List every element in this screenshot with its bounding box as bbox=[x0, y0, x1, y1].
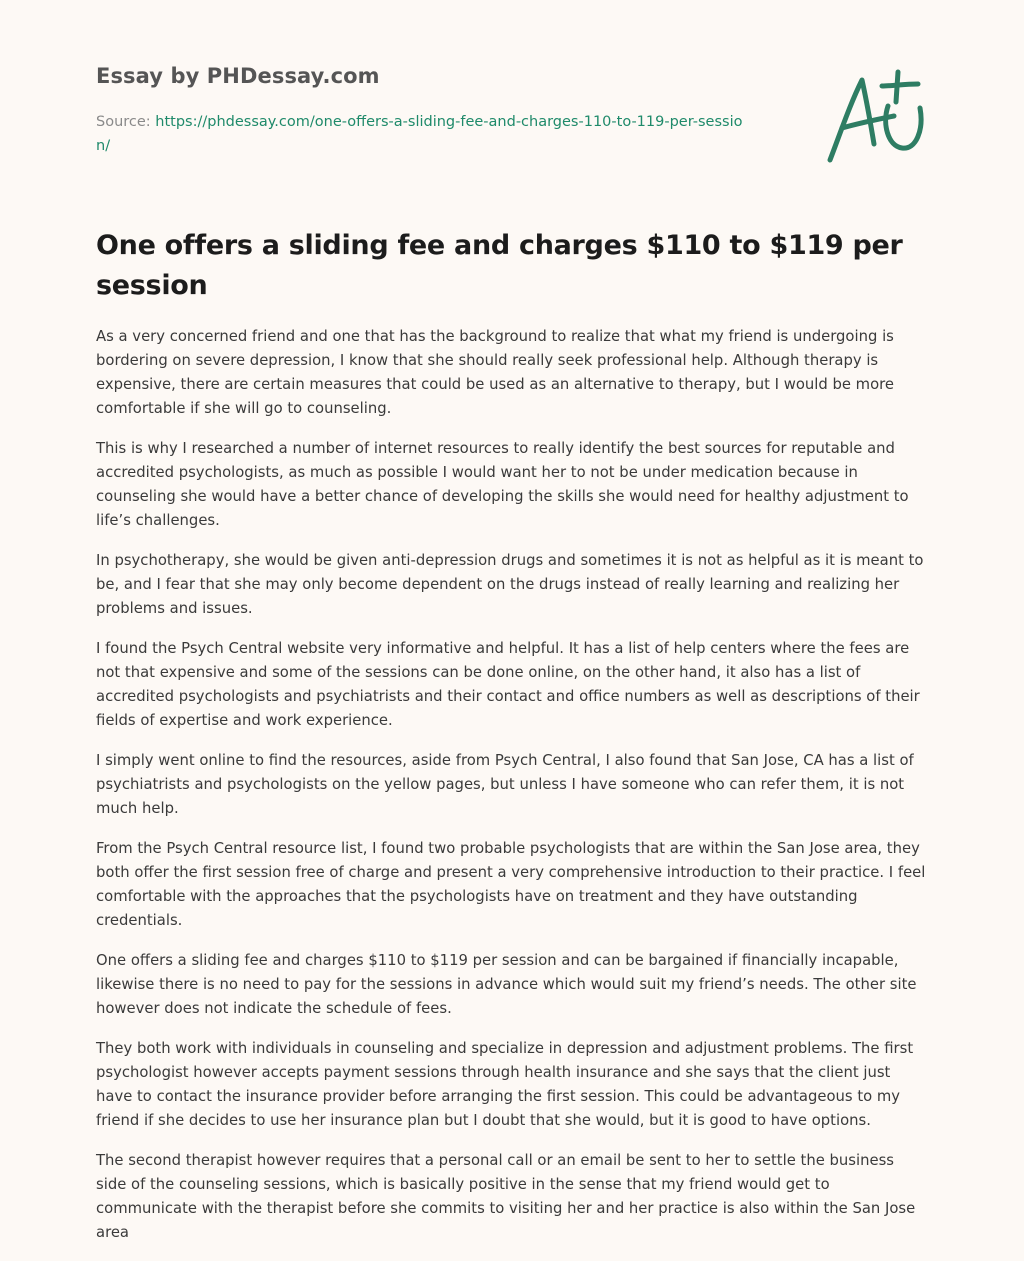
paragraph: As a very concerned friend and one that has the background to realize that what my friend is undergoing is bordering on severe depression, I know that she should really seek professional help. Although therapy is expensive, there are certain measures that could be used as an alternative to therapy, but I would be more comfortable if she will go to counseling. bbox=[96, 328, 895, 417]
paragraph: In psychotherapy, she would be given anti-depression drugs and sometimes it is not as helpful as it is meant to be, and I fear that she may only become dependent on the drugs instead of really learning and realizing her problems and issues. bbox=[96, 552, 924, 617]
site-name: Essay by PHDessay.com bbox=[96, 64, 380, 88]
a-plus-logo-icon bbox=[816, 64, 928, 168]
paragraph: One offers a sliding fee and charges $110 to $119 per session and can be bargained if financially incapable, likewise there is no need to pay for the sessions in advance which would suit my friend’s needs. The other site however does not indicate the schedule of fees. bbox=[96, 952, 917, 1017]
source-label: Source: bbox=[96, 114, 156, 130]
paragraph: This is why I researched a number of internet resources to really identify the best sources for reputable and accredited psychologists, as much as possible I would want her to not be under medication because in counseling she would have a better chance of developing the skills she would need for healthy adjustment to life’s challenges. bbox=[96, 440, 909, 529]
source-link[interactable]: https://phdessay.com/one-offers-a-sliding-fee-and-charges-110-to-119-per-session/ bbox=[96, 114, 743, 154]
paragraph: They both work with individuals in counseling and specialize in depression and adjustment problems. The first psychologist however accepts payment sessions through health insurance and she says that the client just have to contact the insurance provider before arranging the first session. This could be advantageous to my friend if she decides to use her insurance plan but I doubt that she would, but it is good to have options. bbox=[96, 1040, 914, 1129]
paragraph: The second therapist however requires that a personal call or an email be sent to her to settle the business side of the counseling sessions, which is basically positive in the sense that my friend would get to communicate with the therapist before she commits to visiting her and her practice is also within the San Jose area bbox=[96, 1152, 916, 1241]
article-title: One offers a sliding fee and charges $110 to $119 per session bbox=[96, 230, 903, 301]
paragraph: I simply went online to find the resources, aside from Psych Central, I also found that San Jose, CA has a list of psychiatrists and psychologists on the yellow pages, but unless I have someone who can refer them, it is not much help. bbox=[96, 752, 914, 817]
paragraph: I found the Psych Central website very informative and helpful. It has a list of help centers where the fees are not that expensive and some of the sessions can be done online, on the other hand, it also has a list of accredited psychologists and psychiatrists and their contact and office numbers as well as descriptions of their fields of expertise and work experience. bbox=[96, 640, 920, 729]
source-line bbox=[96, 110, 756, 158]
paragraph: From the Psych Central resource list, I found two probable psychologists that are within the San Jose area, they both offer the first session free of charge and present a very comprehensive introduction to their practice. I feel comfortable with the approaches that the psychologists have on treatment and they have outstanding credentials. bbox=[96, 840, 926, 929]
article-body bbox=[96, 325, 928, 1261]
